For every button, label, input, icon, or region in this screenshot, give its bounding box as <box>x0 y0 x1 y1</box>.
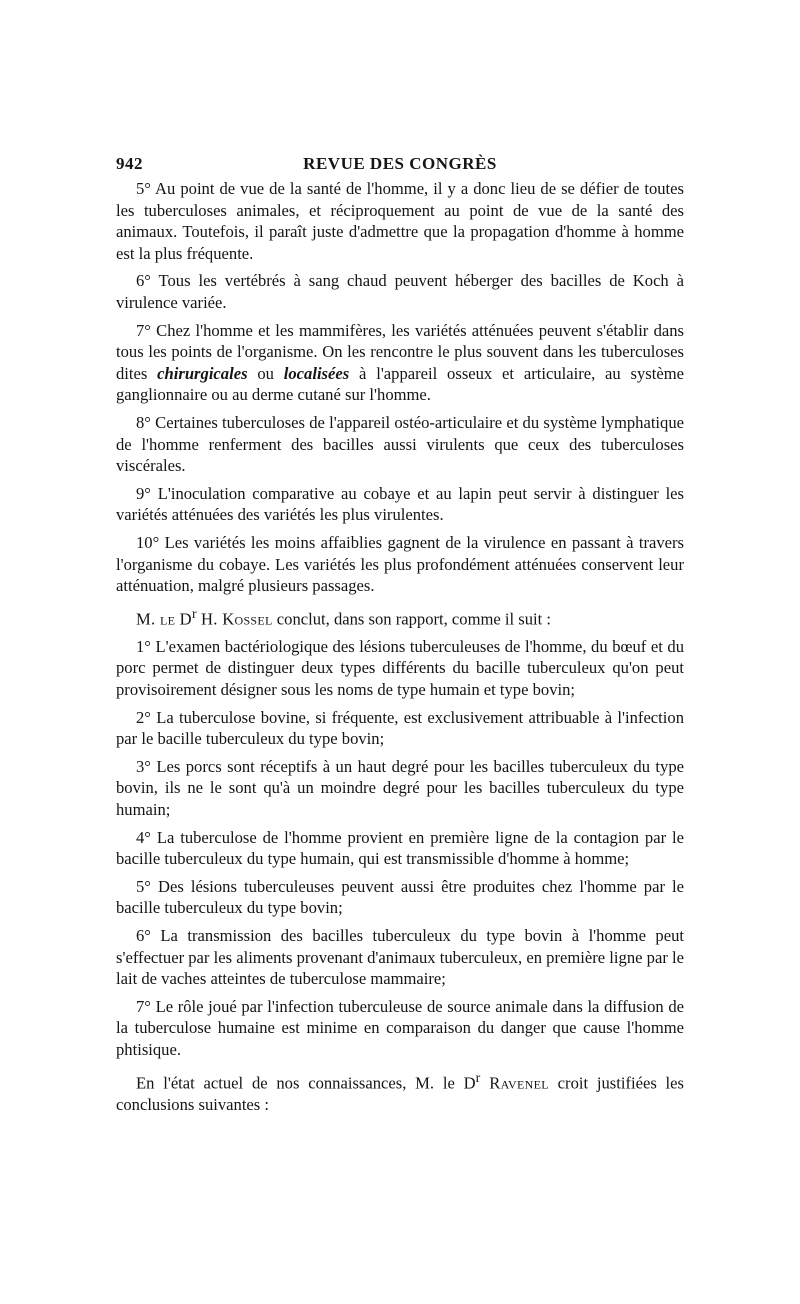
ravenel-intro-paragraph <box>116 1067 684 1116</box>
paragraph-text: à l'appareil osseux et articulaire, au système ganglionnaire ou au derme cutané sur l'homme. <box>116 363 685 405</box>
kossel-conclusion-paragraph: 3° Les porcs sont réceptifs à un haut degré pour les bacilles tuberculeux du type bovin, ils ne le sont qu'à un moindre degré pour les bacilles tuberculeux du type humain; <box>116 756 684 819</box>
conclusion-paragraph <box>116 320 684 406</box>
page-number: 942 <box>116 154 143 173</box>
running-head <box>116 150 684 176</box>
title-superscript: r <box>191 605 197 621</box>
paragraph-text: En l'état actuel de nos connaissances, M. le D <box>136 1073 476 1093</box>
kossel-conclusion-paragraph: 1° L'examen bactériologique des lésions tuberculeuses de l'homme, du bœuf et du porc permet de distinguer deux types différents du bacille tuberculeux qu'on peut provisoirement désigner sous les noms de type humain et type bovin; <box>116 636 684 699</box>
conclusion-paragraph: 5° Au point de vue de la santé de l'homme, il y a donc lieu de se défier de toutes les tuberculoses animales, et réciproquement au point de vue de la santé des animaux. Toutefois, il paraît juste d'admettre que la propagation d'homme à homme est la plus fréquente. <box>116 179 684 263</box>
conclusion-paragraph: 10° Les variétés les moins affaiblies gagnent de la virulence en passant à travers l'organisme du cobaye. Les variétés les plus profondément atténuées conservent leur atténuation, malgré plusieurs passages. <box>116 532 684 596</box>
conclusion-paragraph: 8° Certaines tuberculoses de l'appareil ostéo-articulaire et du système lymphatique de l'homme renferment des bacilles aussi virulents que ceux des tuberculoses viscérales. <box>116 412 684 476</box>
paragraph-text: croit justifiées les conclusions suivantes : <box>116 1073 684 1114</box>
author-prefix: M. le D <box>136 609 192 629</box>
kossel-conclusion-paragraph: 4° La tuberculose de l'homme provient en première ligne de la contagion par le bacille tuberculeux du type humain, qui est transmissible d'homme à homme; <box>116 827 684 869</box>
title-superscript: r <box>475 1069 481 1085</box>
paragraph-text: conclut, dans son rapport, comme il suit : <box>272 609 552 629</box>
kossel-intro-paragraph <box>116 603 684 630</box>
kossel-conclusion-paragraph: 5° Des lésions tuberculeuses peuvent aussi être produites chez l'homme par le bacille tuberculeux du type bovin; <box>116 876 684 918</box>
italic-term: chirurgicales <box>157 363 248 383</box>
italic-term: localisées <box>283 363 350 383</box>
running-title: REVUE DES CONGRÈS <box>303 154 497 173</box>
kossel-conclusion-paragraph: 6° La transmission des bacilles tuberculeux du type bovin à l'homme peut s'effectuer par les aliments provenant d'animaux tuberculeux, en première ligne par le lait de vaches atteintes de tuberculose mammaire; <box>116 925 684 989</box>
conclusion-paragraph: 9° L'inoculation comparative au cobaye et au lapin peut servir à distinguer les variétés atténuées des variétés les plus virulentes. <box>116 483 684 525</box>
paragraph-text: 7° Chez l'homme et les mammifères, les variétés atténuées peuvent s'établir dans tous les points de l'organisme. On les rencontre le plus souvent dans les tuberculoses dites <box>116 320 684 383</box>
kossel-conclusion-paragraph: 7° Le rôle joué par l'infection tuberculeuse de source animale dans la diffusion de la tuberculose humaine est minime en comparaison du danger que cause l'homme phtisique. <box>116 996 684 1059</box>
author-name: H. Kossel <box>196 609 273 629</box>
paragraph-text: ou <box>247 363 284 383</box>
document-page <box>116 150 684 1121</box>
kossel-conclusion-paragraph: 2° La tuberculose bovine, si fréquente, est exclusivement attribuable à l'infection par le bacille tuberculeux du type bovin; <box>116 707 684 749</box>
author-name: Ravenel <box>480 1073 549 1093</box>
conclusion-paragraph: 6° Tous les vertébrés à sang chaud peuvent héberger des bacilles de Koch à virulence variée. <box>116 271 684 312</box>
